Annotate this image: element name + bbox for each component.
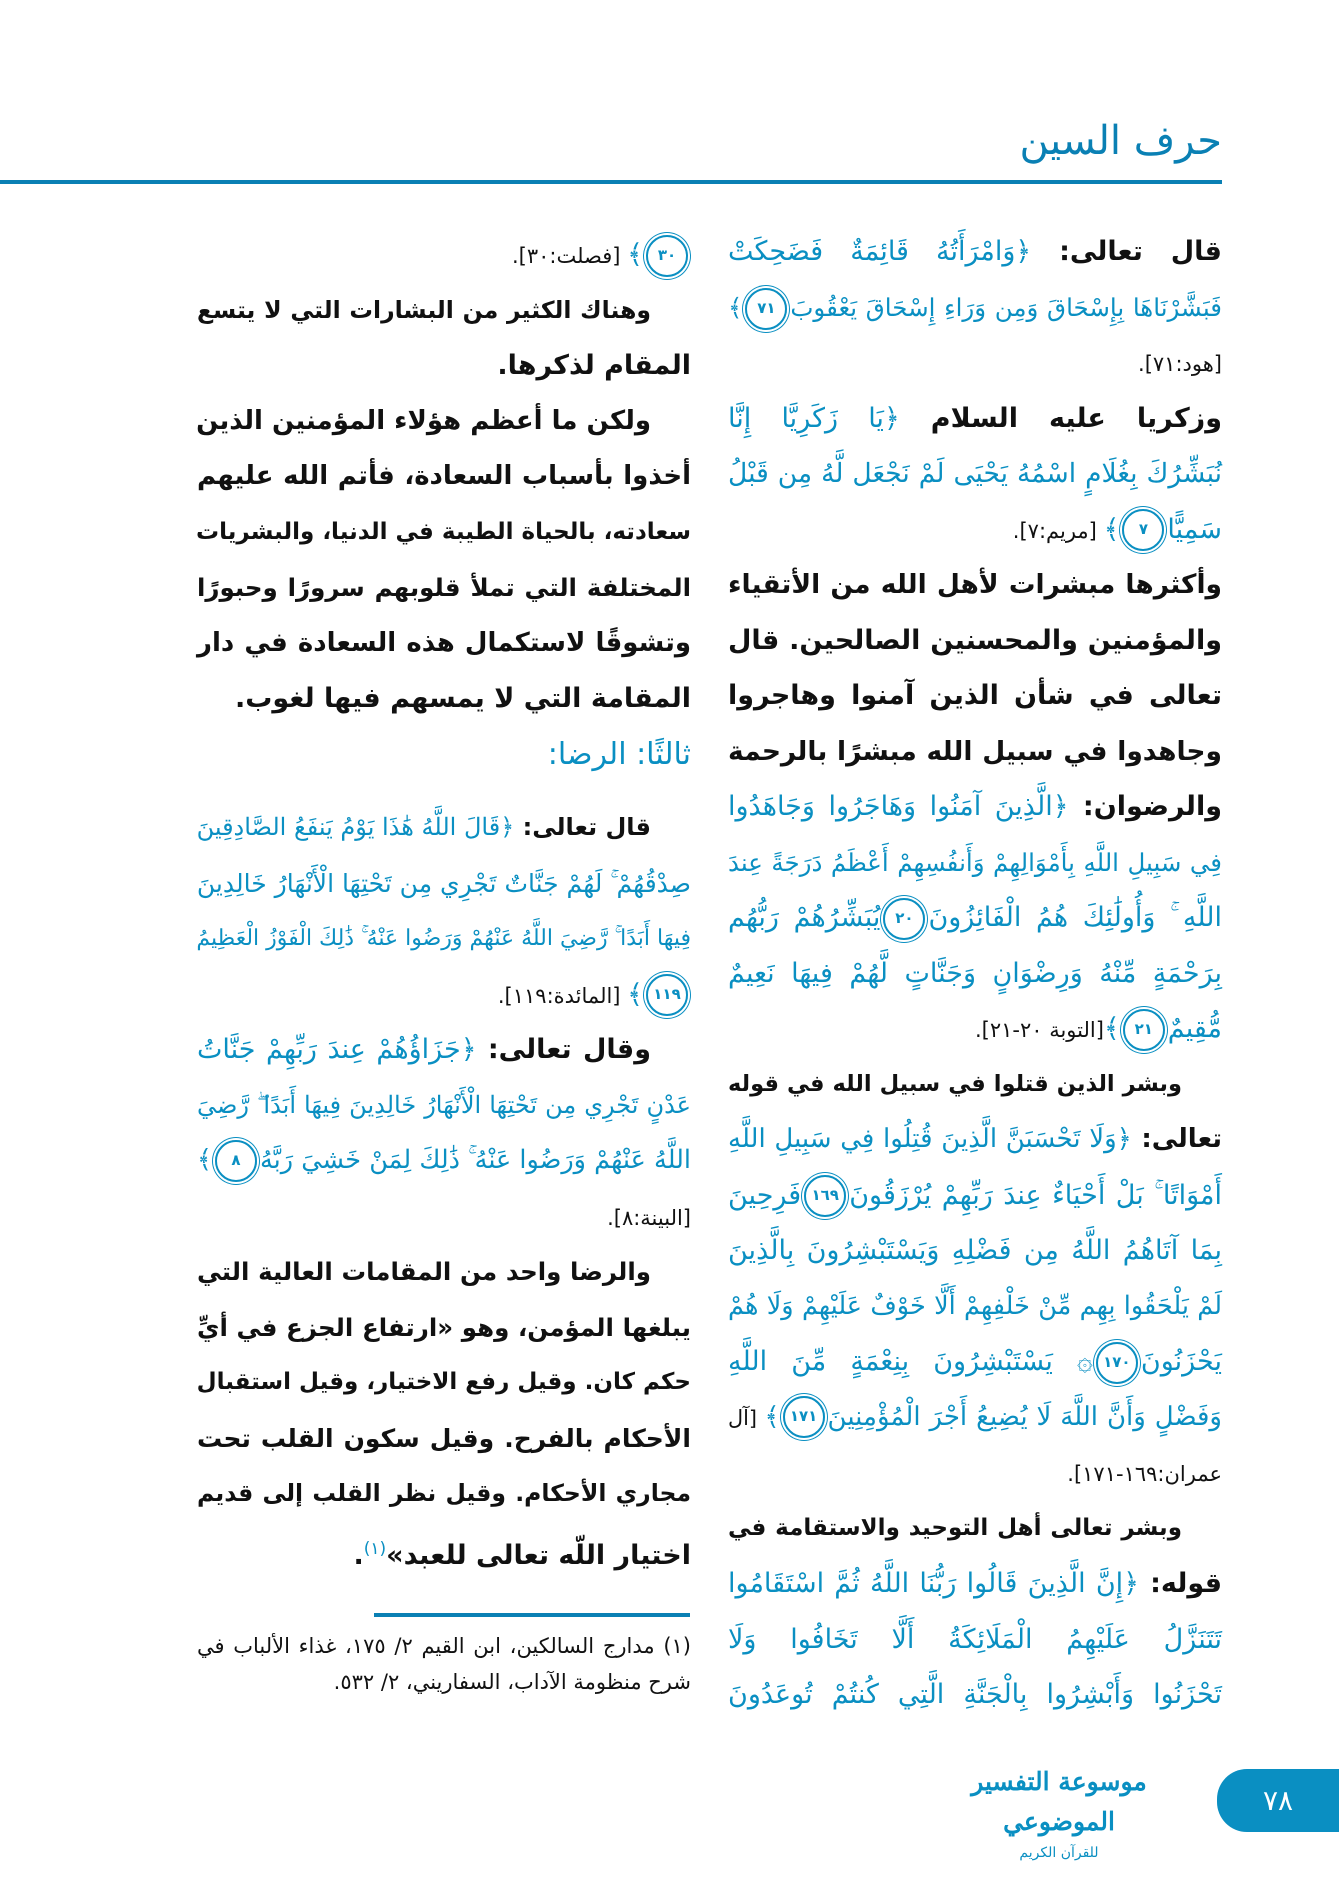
verse-reference: [هود:٧١]. xyxy=(1138,352,1222,376)
quran-text: أَمْوَاتًا ۚ بَلْ أَحْيَاءٌ عِندَ رَبِّهِمْ يُرْزَقُونَ xyxy=(849,1179,1222,1211)
quran-text: ﴿وَامْرَأَتُهُ قَائِمَةٌ فَضَحِكَتْ xyxy=(728,236,1032,267)
text-line xyxy=(728,1390,1222,1446)
ayah-number-marker: ١١٩ xyxy=(646,974,688,1016)
left-column xyxy=(197,227,691,1577)
body-text: وتشوقًا لاستكمال هذه السعادة في دار xyxy=(197,627,691,658)
body-text: قال تعالى: xyxy=(514,813,651,841)
text-line xyxy=(197,967,691,1023)
text-line xyxy=(728,1279,1222,1335)
body-text: وبشر الذين قتلوا في سبيل الله في قوله xyxy=(728,1070,1182,1097)
body-text: اختيار اللّه تعالى للعبد» xyxy=(386,1539,691,1571)
quran-text: ۞ يَسْتَبْشِرُونَ بِنِعْمَةٍ مِّنَ اللَّهِ xyxy=(728,1346,1093,1377)
quran-text: ﴿الَّذِينَ آمَنُوا وَهَاجَرُوا وَجَاهَدُوا xyxy=(728,791,1069,822)
verse-reference: [مريم:٧]. xyxy=(1012,518,1104,543)
body-text: المقامة التي لا يمسهم فيها لغوب. xyxy=(234,683,691,714)
text-line xyxy=(197,505,691,561)
text-line xyxy=(197,338,691,394)
quran-text: سَمِيًّا xyxy=(1167,513,1222,545)
text-line xyxy=(197,449,691,505)
body-text: تعالى: xyxy=(1131,1124,1223,1154)
body-text: وجاهدوا في سبيل الله مبشرًا بالرحمة xyxy=(728,735,1222,767)
quran-text: ﴾ xyxy=(1103,513,1120,545)
text-line xyxy=(728,224,1222,280)
footnote-ref-marker: (١) xyxy=(363,1538,387,1559)
text-line xyxy=(728,280,1222,336)
quran-text: ﴾ xyxy=(764,1401,780,1432)
body-text: وأكثرها مبشرات لأهل الله من الأتقياء xyxy=(728,569,1222,600)
body-text: وبشر تعالى أهل التوحيد والاستقامة في xyxy=(728,1514,1182,1541)
text-line xyxy=(197,283,691,339)
quran-text: فِيهَا أَبَدًا ۚ رَّضِيَ اللَّهُ عَنْهُمْ وَرَضُوا عَنْهُ ۚ ذَٰلِكَ الْفَوْزُ الْعَظِيمُ xyxy=(196,926,691,951)
text-line xyxy=(197,1522,691,1578)
verse-reference: [البينة:٨]. xyxy=(607,1205,691,1230)
text-line xyxy=(728,1112,1222,1168)
text-line xyxy=(728,1556,1222,1612)
text-line xyxy=(197,227,691,283)
text-line xyxy=(728,1168,1222,1224)
body-text: وزكريا عليه السلام xyxy=(899,402,1222,434)
quran-text: لَمْ يَلْحَقُوا بِهِم مِّنْ خَلْفِهِمْ أَلَّا خَوْفٌ عَلَيْهِمْ وَلَا هُمْ xyxy=(728,1290,1222,1321)
text-line xyxy=(197,856,691,912)
text-line xyxy=(197,560,691,616)
quran-text: تَتَنَزَّلُ عَلَيْهِمُ الْمَلَائِكَةُ أَلَّا تَخَافُوا وَلَا xyxy=(728,1623,1222,1655)
body-text: والرضوان: xyxy=(1068,791,1222,822)
logo-subtitle: للقرآن الكريم xyxy=(1019,1845,1099,1861)
ayah-number-marker: ٧ xyxy=(1122,509,1164,551)
quran-text: ﴿قَالَ اللَّهُ هَٰذَا يَوْمُ يَنفَعُ الصَّادِقِينَ xyxy=(196,813,515,841)
quran-text: ﴾ xyxy=(627,978,643,1010)
text-line xyxy=(197,1189,691,1245)
text-line xyxy=(197,1133,691,1189)
text-line xyxy=(197,616,691,672)
verse-reference: [فصلت:٣٠]. xyxy=(511,244,628,268)
quran-text: ﴾ xyxy=(1103,1013,1120,1044)
body-text: والمؤمنين والمحسنين الصالحين. قال xyxy=(728,624,1222,656)
text-line xyxy=(728,1057,1222,1113)
quran-text: اللَّهِ ۚ وَأُولَٰئِكَ هُمُ الْفَائِزُونَ xyxy=(928,902,1222,933)
quran-text: فِي سَبِيلِ اللَّهِ بِأَمْوَالِهِمْ وَأَنفُسِهِمْ أَعْظَمُ دَرَجَةً عِندَ xyxy=(728,847,1222,877)
text-line xyxy=(197,1022,691,1078)
footnote-separator xyxy=(374,1613,690,1617)
ayah-number-marker: ٢١ xyxy=(1123,1009,1165,1051)
text-line xyxy=(728,1501,1222,1557)
quran-text: صِدْقُهُمْ ۚ لَهُمْ جَنَّاتٌ تَجْرِي مِن تَحْتِهَا الْأَنْهَارُ خَالِدِينَ xyxy=(196,868,691,898)
right-column xyxy=(728,224,1222,1723)
body-text: وقال تعالى: xyxy=(476,1034,651,1065)
verse-reference: عمران:١٦٩-١٧١]. xyxy=(1067,1462,1222,1486)
body-text: قال تعالى: xyxy=(1031,236,1222,267)
quran-text: ﴾ xyxy=(627,239,643,270)
body-text: المختلفة التي تملأ قلوبهم سرورًا وحبورًا xyxy=(197,573,691,602)
text-line xyxy=(197,394,691,450)
text-line xyxy=(728,724,1222,780)
ayah-number-marker: ٢٠ xyxy=(883,898,925,940)
ayah-number-marker: ١٦٩ xyxy=(804,1175,846,1217)
body-text: سعادته، بالحياة الطيبة في الدنيا، والبشريات xyxy=(196,518,691,545)
text-line xyxy=(728,1612,1222,1668)
body-text: قوله: xyxy=(1139,1568,1222,1599)
quran-text: ﴿وَلَا تَحْسَبَنَّ الَّذِينَ قُتِلُوا فِي سَبِيلِ اللَّهِ xyxy=(728,1124,1132,1154)
body-text: أخذوا بأسباب السعادة، فأتم الله عليهم xyxy=(197,461,691,491)
text-line xyxy=(728,668,1222,724)
text-line xyxy=(728,446,1222,502)
quran-text: تَحْزَنُوا وَأَبْشِرُوا بِالْجَنَّةِ الَّتِي كُنتُمْ تُوعَدُونَ xyxy=(728,1679,1222,1710)
quran-text: وَفَضْلٍ وَأَنَّ اللَّهَ لَا يُضِيعُ أَجْرَ الْمُؤْمِنِينَ xyxy=(827,1401,1222,1432)
ayah-number-marker: ٨ xyxy=(215,1140,257,1182)
text-line xyxy=(728,1223,1222,1279)
quran-text: اللَّهُ عَنْهُمْ وَرَضُوا عَنْهُ ۚ ذَٰلِكَ لِمَنْ خَشِيَ رَبَّهُ xyxy=(259,1145,691,1175)
text-line xyxy=(728,946,1222,1002)
body-text: المقام لذكرها. xyxy=(497,350,691,381)
text-line xyxy=(728,1001,1222,1057)
quran-text: ﴾ xyxy=(728,292,743,322)
quran-text: فَرِحِينَ xyxy=(728,1179,802,1211)
quran-text: نُبَشِّرُكَ بِغُلَامٍ اسْمُهُ يَحْيَى لَمْ نَجْعَل لَّهُ مِن قَبْلُ xyxy=(728,458,1222,489)
body-text: . xyxy=(353,1539,364,1571)
quran-text: ﴾ xyxy=(197,1145,212,1175)
body-text: وهناك الكثير من البشارات التي لا يتسع xyxy=(197,295,651,324)
footnote: (١) مدارج السالكين، ابن القيم ٢/ ١٧٥، غذاء الألباب في شرح منظومة الآداب، السفاريني، ٢/ ٥٣٢. xyxy=(197,1634,691,1694)
quran-text: يُبَشِّرُهُمْ رَبُّهُم xyxy=(728,902,881,933)
text-line xyxy=(728,1667,1222,1723)
text-line xyxy=(197,1466,691,1522)
text-line xyxy=(728,335,1222,391)
ayah-number-marker: ١٧٠ xyxy=(1096,1342,1138,1384)
text-line xyxy=(197,1078,691,1134)
text-line xyxy=(728,391,1222,447)
ayah-number-marker: ٧١ xyxy=(745,288,787,330)
chapter-title: حرف السين xyxy=(1019,118,1222,164)
text-line xyxy=(728,779,1222,835)
text-line xyxy=(197,1411,691,1467)
body-text: الأحكام بالفرح. وقيل سكون القلب تحت xyxy=(197,1423,691,1453)
text-line xyxy=(197,1300,691,1356)
quran-text: عَدْنٍ تَجْرِي مِن تَحْتِهَا الْأَنْهَارُ خَالِدِينَ فِيهَا أَبَدًا ۖ رَّضِيَ xyxy=(197,1090,691,1119)
ayah-number-marker: ١٧١ xyxy=(783,1396,825,1438)
book-logo xyxy=(934,1762,1184,1861)
text-line xyxy=(197,800,691,856)
body-text: مجاري الأحكام. وقيل نظر القلب إلى قديم xyxy=(197,1479,691,1507)
quran-text: مُّقِيمٌ xyxy=(1167,1013,1222,1044)
logo-title: موسوعة التفسير الموضوعي xyxy=(971,1767,1147,1836)
verse-reference: [آل xyxy=(728,1405,765,1430)
text-line xyxy=(728,1445,1222,1501)
section-heading-line xyxy=(197,727,691,783)
section-heading: ثالثًا: الرضا: xyxy=(547,736,691,772)
quran-text: بِمَا آتَاهُمُ اللَّهُ مِن فَضْلِهِ وَيَسْتَبْشِرُونَ بِالَّذِينَ xyxy=(728,1235,1222,1266)
text-line xyxy=(728,557,1222,613)
body-text: والرضا واحد من المقامات العالية التي xyxy=(197,1257,651,1286)
text-line xyxy=(728,890,1222,946)
verse-reference: [التوبة ٢٠-٢١]. xyxy=(974,1018,1104,1042)
text-line xyxy=(197,1244,691,1300)
text-line xyxy=(728,502,1222,558)
text-line xyxy=(197,671,691,727)
body-text: تعالى في شأن الذين آمنوا وهاجروا xyxy=(728,680,1222,711)
text-line xyxy=(728,1334,1222,1390)
verse-reference: [المائدة:١١٩]. xyxy=(497,983,628,1008)
quran-text: ﴿إِنَّ الَّذِينَ قَالُوا رَبُّنَا اللَّهُ ثُمَّ اسْتَقَامُوا xyxy=(728,1568,1140,1599)
header-rule xyxy=(0,180,1222,184)
quran-text: بِرَحْمَةٍ مِّنْهُ وَرِضْوَانٍ وَجَنَّاتٍ لَّهُمْ فِيهَا نَعِيمٌ xyxy=(728,957,1222,989)
page-number: ٧٨ xyxy=(1217,1769,1339,1832)
body-text: حكم كان. وقيل رفع الاختيار، وقيل استقبال xyxy=(196,1369,691,1395)
text-line xyxy=(197,911,691,967)
body-text: ولكن ما أعظم هؤلاء المؤمنين الذين xyxy=(196,405,651,436)
ayah-number-marker: ٣٠ xyxy=(646,235,688,277)
text-line xyxy=(197,1355,691,1411)
quran-text: فَبَشَّرْنَاهَا بِإِسْحَاقَ وَمِن وَرَاءِ إِسْحَاقَ يَعْقُوبَ xyxy=(790,292,1222,322)
quran-text: يَحْزَنُونَ xyxy=(1140,1346,1222,1377)
quran-text: ﴿جَزَاؤُهُمْ عِندَ رَبِّهِمْ جَنَّاتُ xyxy=(197,1034,477,1065)
body-text: يبلغها المؤمن، وهو «ارتفاع الجزع في أيِّ xyxy=(197,1312,691,1342)
text-line xyxy=(728,835,1222,891)
text-line xyxy=(728,613,1222,669)
quran-text: ﴿يَا زَكَرِيَّا إِنَّا xyxy=(728,402,900,434)
